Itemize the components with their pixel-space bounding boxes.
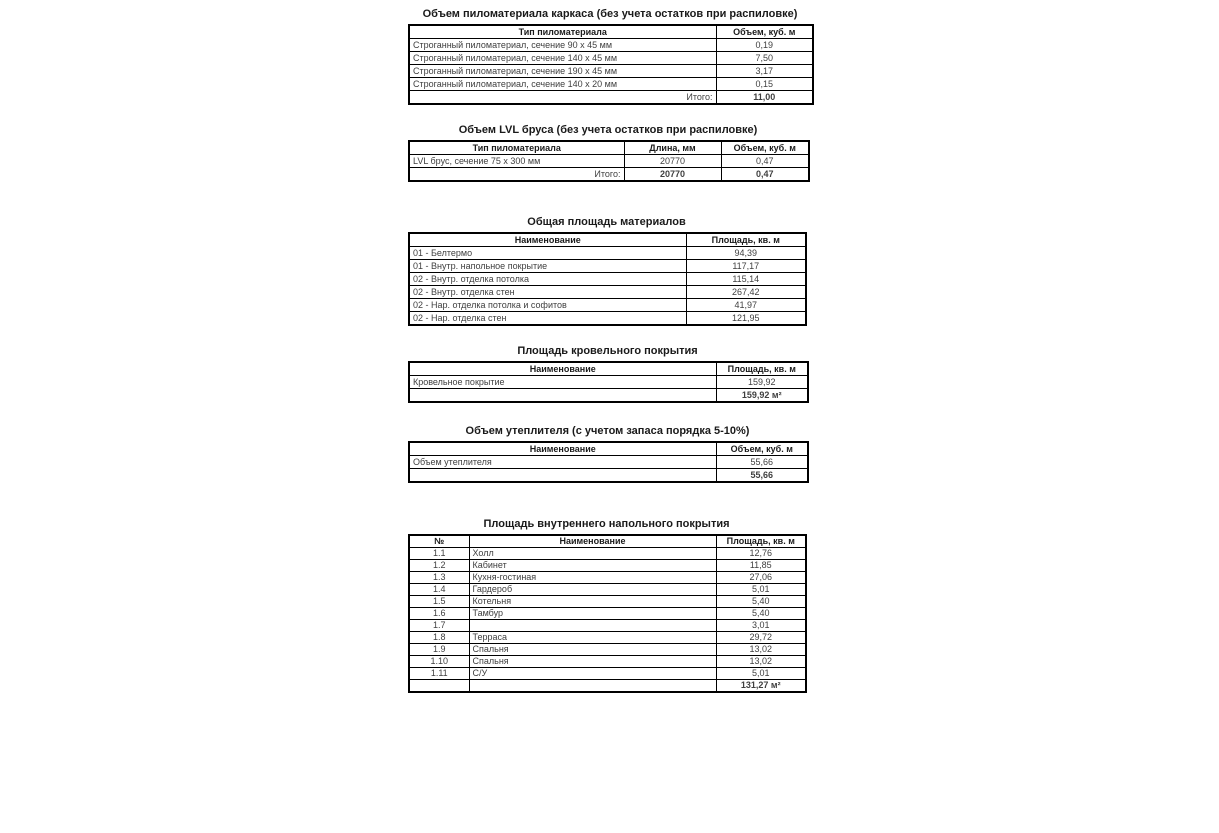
header-row [409,233,806,247]
table-cell: 159,92 м² [716,389,808,403]
table-cell: Кровельное покрытие [409,376,716,389]
table-cell: 02 - Нар. отделка потолка и софитов [409,299,686,312]
table-cell: 3,17 [716,65,813,78]
materials-area-title: Общая площадь материалов [527,216,686,228]
table-cell: 1.2 [409,560,469,572]
table-cell: Котельня [469,596,716,608]
table-row [409,247,806,260]
table-cell [409,680,469,693]
table-cell: 1.1 [409,548,469,560]
column-header: Тип пиломатериала [409,141,624,155]
table-cell: 01 - Внутр. напольное покрытие [409,260,686,273]
table-cell: 20770 [624,155,721,168]
table-cell: 5,01 [716,668,806,680]
table-row [409,608,806,620]
table-cell: 7,50 [716,52,813,65]
table-cell: Строганный пиломатериал, сечение 190 x 45 мм [409,65,716,78]
insulation-volume-title: Объем утеплителя (с учетом запаса порядка 5-10%) [465,425,750,437]
table-cell: Строганный пиломатериал, сечение 140 x 45 мм [409,52,716,65]
column-header: Наименование [409,233,686,247]
table-cell: Итого: [409,168,624,182]
table-cell: 0,15 [716,78,813,91]
table-cell: Гардероб [469,584,716,596]
column-header: Тип пиломатериала [409,25,716,39]
column-header: Площадь, кв. м [716,362,808,376]
header-row [409,535,806,548]
table-cell: 115,14 [686,273,806,286]
table-row [409,78,813,91]
table-cell: Строганный пиломатериал, сечение 140 x 20 мм [409,78,716,91]
table-cell [469,680,716,693]
table-row [409,456,808,469]
table-cell: Кабинет [469,560,716,572]
table-cell: 12,76 [716,548,806,560]
table-cell: 55,66 [716,469,808,483]
table-row [409,65,813,78]
table-row [409,286,806,299]
table-cell: 41,97 [686,299,806,312]
lvl-volume-title: Объем LVL бруса (без учета остатков при распиловке) [458,124,758,136]
table-cell: Строганный пиломатериал, сечение 90 x 45 мм [409,39,716,52]
table-row [409,376,808,389]
table-cell: Кухня-гостиная [469,572,716,584]
table-cell: 3,01 [716,620,806,632]
table-cell [409,469,716,483]
table-row [409,620,806,632]
table-cell: 5,40 [716,596,806,608]
table-cell: Объем утеплителя [409,456,716,469]
table-row [409,560,806,572]
total-row [409,168,809,182]
table-cell: 13,02 [716,644,806,656]
column-header: Объем, куб. м [721,141,809,155]
table-row [409,155,809,168]
table-row [409,299,806,312]
table-cell [469,620,716,632]
floor-covering-area-table [408,534,807,693]
table-row [409,39,813,52]
table-cell [409,389,716,403]
table-cell: 27,06 [716,572,806,584]
table-cell: 1.10 [409,656,469,668]
materials-area-section [408,216,805,326]
total-row [409,469,808,483]
table-cell: 1.4 [409,584,469,596]
table-row [409,548,806,560]
table-row [409,273,806,286]
table-cell: Терраса [469,632,716,644]
table-cell: 55,66 [716,456,808,469]
table-row [409,312,806,326]
table-cell: 131,27 м² [716,680,806,693]
table-cell: 1.6 [409,608,469,620]
table-row [409,596,806,608]
column-header: Наименование [409,442,716,456]
lumber-volume-table [408,24,814,105]
column-header: Объем, куб. м [716,442,808,456]
table-cell: 5,40 [716,608,806,620]
column-header: Наименование [469,535,716,548]
header-row [409,362,808,376]
table-cell: Холл [469,548,716,560]
lvl-volume-section [408,124,808,182]
header-row [409,25,813,39]
table-row [409,668,806,680]
table-cell: Итого: [409,91,716,105]
header-row [409,141,809,155]
roofing-area-title: Площадь кровельного покрытия [517,345,698,357]
insulation-volume-section [408,425,807,483]
column-header: Площадь, кв. м [686,233,806,247]
table-cell: 121,95 [686,312,806,326]
table-row [409,632,806,644]
column-header: Объем, куб. м [716,25,813,39]
table-cell: 01 - Белтермо [409,247,686,260]
table-cell: 5,01 [716,584,806,596]
roofing-area-table [408,361,809,403]
table-cell: LVL брус, сечение 75 x 300 мм [409,155,624,168]
table-cell: 1.7 [409,620,469,632]
table-cell: 02 - Внутр. отделка потолка [409,273,686,286]
table-cell: 02 - Внутр. отделка стен [409,286,686,299]
lvl-volume-table [408,140,810,182]
total-row [409,91,813,105]
column-header: Площадь, кв. м [716,535,806,548]
table-cell: 267,42 [686,286,806,299]
table-cell: Спальня [469,644,716,656]
lumber-volume-title: Объем пиломатериала каркаса (без учета остатков при распиловке) [422,8,798,20]
table-row [409,52,813,65]
table-cell: 117,17 [686,260,806,273]
column-header: № [409,535,469,548]
table-cell: Спальня [469,656,716,668]
insulation-volume-table [408,441,809,483]
table-cell: 94,39 [686,247,806,260]
table-cell: 0,47 [721,155,809,168]
table-cell: 11,85 [716,560,806,572]
table-row [409,260,806,273]
table-cell: 1.3 [409,572,469,584]
header-row [409,442,808,456]
materials-area-table [408,232,807,326]
table-cell: 1.11 [409,668,469,680]
total-row [409,389,808,403]
table-cell: 1.8 [409,632,469,644]
floor-covering-area-section [408,518,805,693]
column-header: Длина, мм [624,141,721,155]
table-cell: 1.5 [409,596,469,608]
table-cell: 29,72 [716,632,806,644]
total-row [409,680,806,693]
table-cell: 20770 [624,168,721,182]
table-cell: 13,02 [716,656,806,668]
floor-covering-area-title: Площадь внутреннего напольного покрытия [483,518,730,530]
table-cell: Тамбур [469,608,716,620]
table-row [409,656,806,668]
table-row [409,572,806,584]
table-row [409,644,806,656]
table-cell: 11,00 [716,91,813,105]
column-header: Наименование [409,362,716,376]
table-row [409,584,806,596]
table-cell: 0,47 [721,168,809,182]
table-cell: 02 - Нар. отделка стен [409,312,686,326]
lumber-volume-section [408,8,812,105]
roofing-area-section [408,345,807,403]
table-cell: 1.9 [409,644,469,656]
table-cell: С/У [469,668,716,680]
table-cell: 159,92 [716,376,808,389]
table-cell: 0,19 [716,39,813,52]
